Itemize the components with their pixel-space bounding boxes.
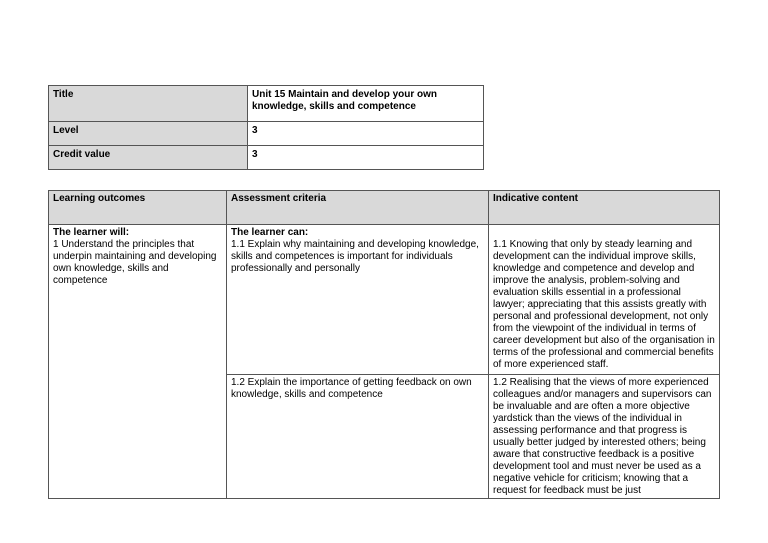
unit-info-table	[48, 85, 484, 170]
learner-will-label: The learner will:	[53, 227, 130, 238]
learning-outcome-cell	[49, 225, 227, 499]
criterion-1-2: 1.2 Explain the importance of getting feedback on own knowledge, skills and competence	[231, 377, 472, 400]
learner-can-label: The learner can:	[231, 227, 309, 238]
header-indicative-content: Indicative content	[489, 191, 720, 225]
level-label: Level	[49, 122, 248, 146]
criteria-cell-1	[227, 225, 489, 375]
criterion-1-1: 1.1 Explain why maintaining and developing knowledge, skills and competences is important for individuals professionally and personally	[231, 239, 479, 274]
credit-value: 3	[248, 146, 484, 170]
level-value: 3	[248, 122, 484, 146]
learning-outcomes-table	[48, 190, 720, 499]
content-1-2: 1.2 Realising that the views of more experienced colleagues and/or managers and supervisors can be invaluable and are often a more objective yardstick than the views of the individual in assessing performance and that progress is usually better judged by interested others; being aware that constructive feedback is a positive development tool and must never be used as a negative vehicle for criticism; knowing that a request for feedback must be just	[493, 377, 712, 495]
content-cell-1	[489, 225, 720, 375]
title-value: Unit 15 Maintain and develop your own knowledge, skills and competence	[248, 86, 484, 122]
criteria-cell-2	[227, 375, 489, 499]
content-cell-2	[489, 375, 720, 499]
content-1-1: 1.1 Knowing that only by steady learning and development can the individual improve skills, knowledge and competence and develop and improve the analysis, problem-solving and evaluation skills essential in a professional lawyer; appreciating that this assists greatly with personal and professional development, not only from the viewpoint of the individual in terms of career development but also of the organisation in terms of the professional and commercial benefits of more experienced staff.	[493, 239, 715, 370]
header-learning-outcomes: Learning outcomes	[49, 191, 227, 225]
learning-outcome-1: 1 Understand the principles that underpin maintaining and developing own knowledge, skills and competence	[53, 239, 217, 286]
title-label: Title	[49, 86, 248, 122]
header-assessment-criteria: Assessment criteria	[227, 191, 489, 225]
credit-value-label: Credit value	[49, 146, 248, 170]
